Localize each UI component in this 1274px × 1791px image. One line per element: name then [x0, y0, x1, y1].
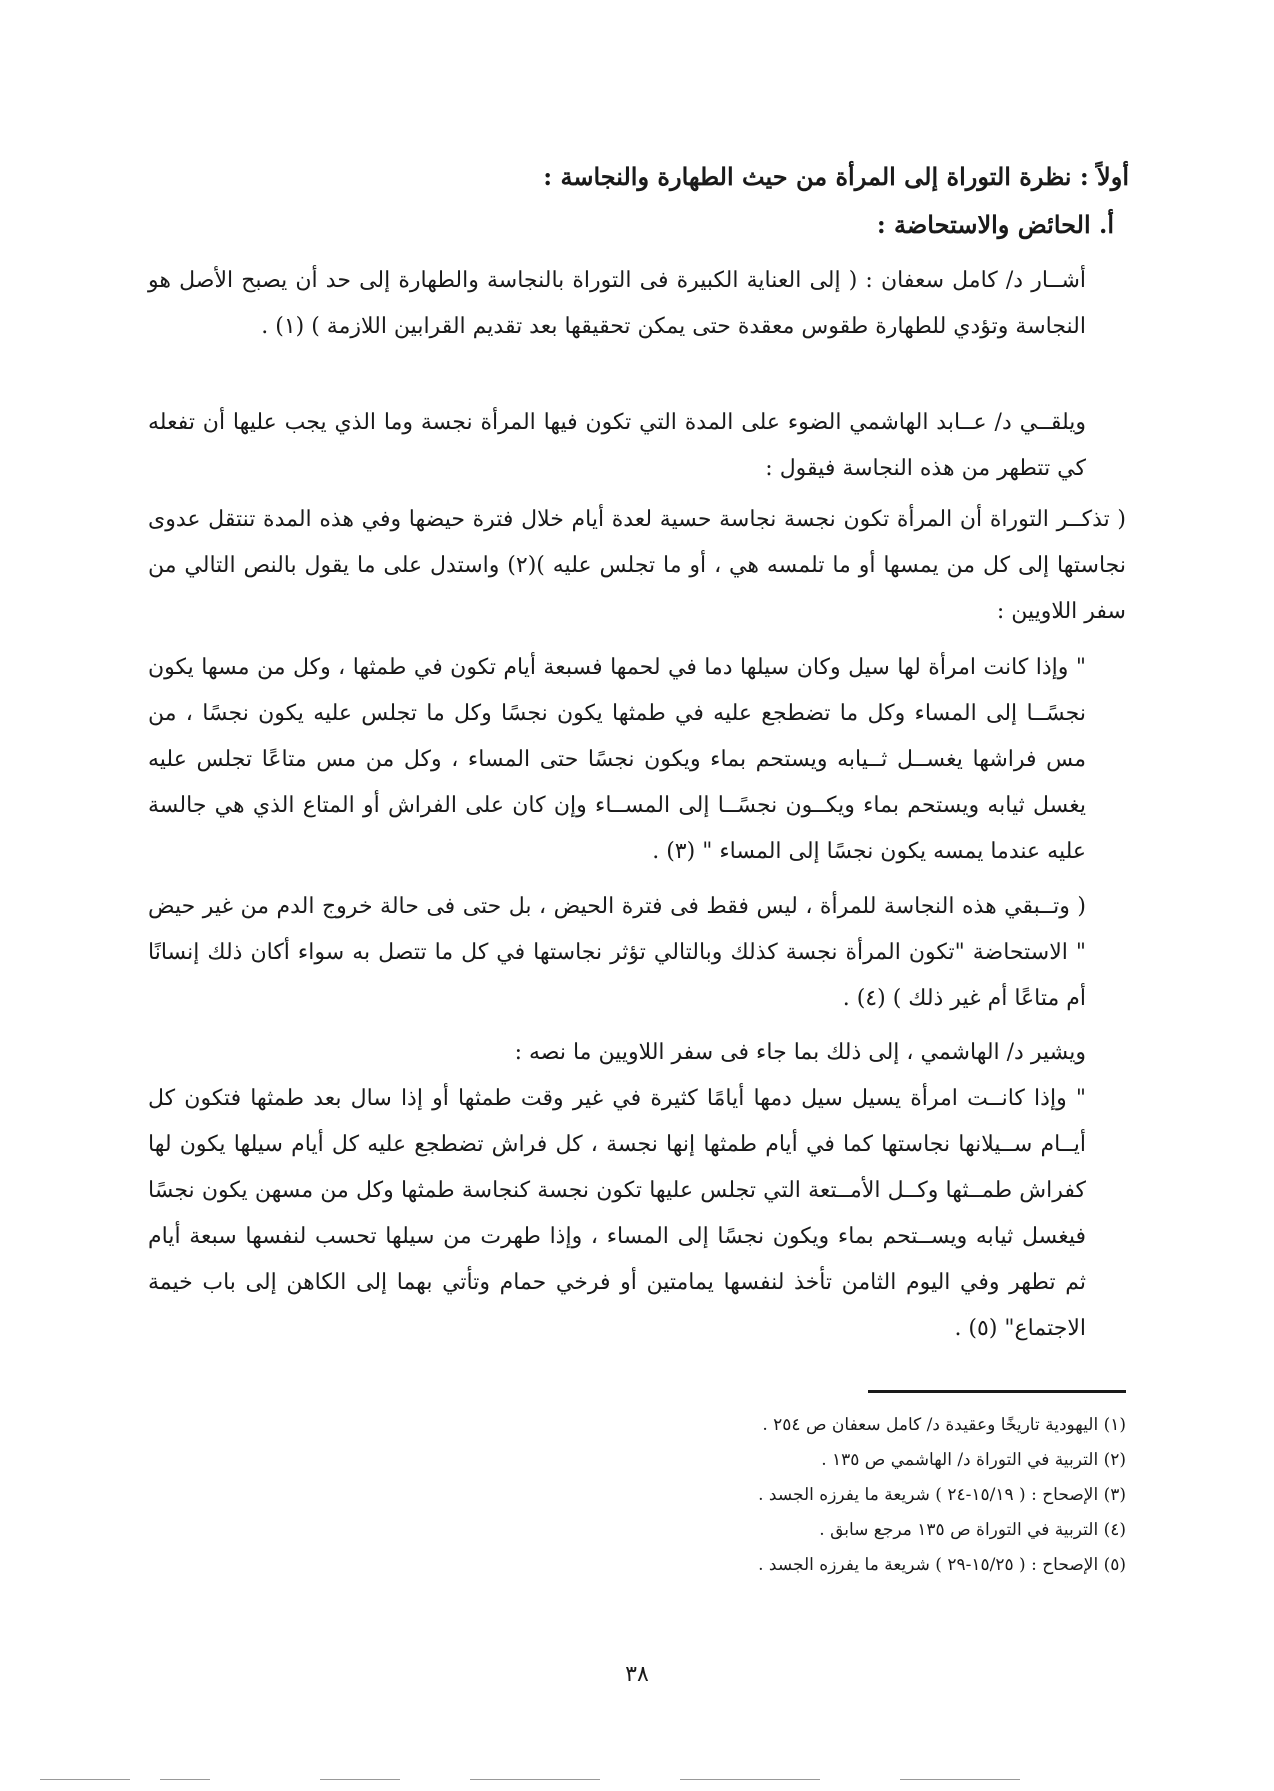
- footnote-item: (١) اليهودية تاريخًا وعقيدة د/ كامل سعفان ص ٢٥٤ .: [762, 1415, 1126, 1435]
- scan-artifact: [160, 1779, 210, 1780]
- paragraph-6: [148, 1030, 1126, 1076]
- scan-artifact: [320, 1779, 400, 1780]
- footnotes-list: [326, 1408, 1126, 1583]
- footnote-item: (٣) الإصحاح : ( ١٥/١٩-٢٤ ) شريعة ما يفرزه الجسد .: [758, 1485, 1126, 1505]
- scan-artifact: [470, 1779, 600, 1780]
- scan-artifact: [900, 1779, 1020, 1780]
- paragraph-text: أشــار د/ كامل سعفان : ( إلى العناية الكبيرة فى التوراة بالنجاسة والطهارة إلى حد أن يصبح الأصل هو النجاسة وتؤدي للطهارة طقوس معقدة حتى يمكن تحقيقها بعد تقديم القرابين اللازمة ) (١) .: [148, 268, 1086, 339]
- paragraph-text: ( وتــبقي هذه النجاسة للمرأة ، ليس فقط فى فترة الحيض ، بل حتى فى حالة خروج الدم من غير حيض " الاستحاضة "تكون المرأة نجسة كذلك وبالتالي تؤثر نجاستها في كل ما تتصل به سواء أكان ذلك إنسانًا أم متاعًا أم غير ذلك ) (٤) .: [148, 894, 1086, 1011]
- subsection-heading: أ. الحائض والاستحاضة :: [876, 210, 1114, 239]
- quote-paragraph-1: [148, 645, 1126, 875]
- footnote-item: (٥) الإصحاح : ( ١٥/٢٥-٢٩ ) شريعة ما يفرزه الجسد .: [758, 1555, 1126, 1575]
- paragraph-text: ويشير د/ الهاشمي ، إلى ذلك بما جاء فى سفر اللاويين ما نصه :: [514, 1040, 1086, 1065]
- quote-paragraph-2: [148, 1076, 1126, 1352]
- paragraph-text: ( تذكــر التوراة أن المرأة تكون نجسة نجاسة حسية لعدة أيام خلال فترة حيضها وفي هذه المدة تنتقل عدوى نجاستها إلى كل من يمسها أو ما تلمسه هي ، أو ما تجلس عليه )(٢) واستدل على ما يقول بالنص التالي من سفر اللاويين :: [148, 507, 1126, 624]
- paragraph-text: " وإذا كانــت امرأة يسيل سيل دمها أيامًا كثيرة في غير وقت طمثها أو إذا سال بعد طمثها فتكون كل أيــام ســيلانها نجاستها كما في أيام طمثها إنها نجسة ، كل فراش تضطجع عليه كل أيام سيلها يكون لها كفراش طمــثها وكــل الأمــتعة التي تجلس عليها تكون نجسة كنجاسة طمثها وكل من مسهن يكون نجسًا فيغسل ثيابه ويســتحم بماء ويكون نجسًا إلى المساء ، وإذا طهرت من سيلها تحسب لنفسها سبعة أيام ثم تطهر وفي اليوم الثامن تأخذ لنفسها يمامتين أو فرخي حمام وتأتي بهما إلى الكاهن إلى باب خيمة الاجتماع" (٥) .: [148, 1086, 1086, 1341]
- paragraph-5: [148, 884, 1126, 1022]
- paragraph-1: [148, 258, 1126, 350]
- footnote-item: (٤) التربية في التوراة ص ١٣٥ مرجع سابق .: [819, 1520, 1126, 1540]
- paragraph-3: [148, 497, 1126, 635]
- footnote-separator: [868, 1390, 1126, 1393]
- paragraph-text: " وإذا كانت امرأة لها سيل وكان سيلها دما في لحمها فسبعة أيام تكون في طمثها ، وكل من مسها يكون نجسًــا إلى المساء وكل ما تضطجع عليه في طمثها يكون نجسًا وكل ما تجلس عليه يكون نجسًا ، من مس فراشها يغســل ثــيابه ويستحم بماء ويكون نجسًا حتى المساء ، وكل من مس متاعًا تجلس عليه يغسل ثيابه ويستحم بماء ويكــون نجسًــا إلى المســاء وإن كان على الفراش أو المتاع الذي هي جالسة عليه عندما يمسه يكون نجسًا إلى المساء " (٣) .: [148, 655, 1086, 864]
- footnote-item: (٢) التربية في التوراة د/ الهاشمي ص ١٣٥ .: [821, 1450, 1126, 1470]
- scan-artifact: [680, 1779, 820, 1780]
- section-heading: أولاً : نظرة التوراة إلى المرأة من حيث الطهارة والنجاسة :: [543, 162, 1129, 191]
- paragraph-text: ويلقــي د/ عــابد الهاشمي الضوء على المدة التي تكون فيها المرأة نجسة وما الذي يجب عليها أن تفعله كي تتطهر من هذه النجاسة فيقول :: [148, 410, 1086, 481]
- paragraph-2: [148, 400, 1126, 492]
- page-number: ٣٨: [625, 1662, 649, 1687]
- scan-artifact: [40, 1779, 130, 1780]
